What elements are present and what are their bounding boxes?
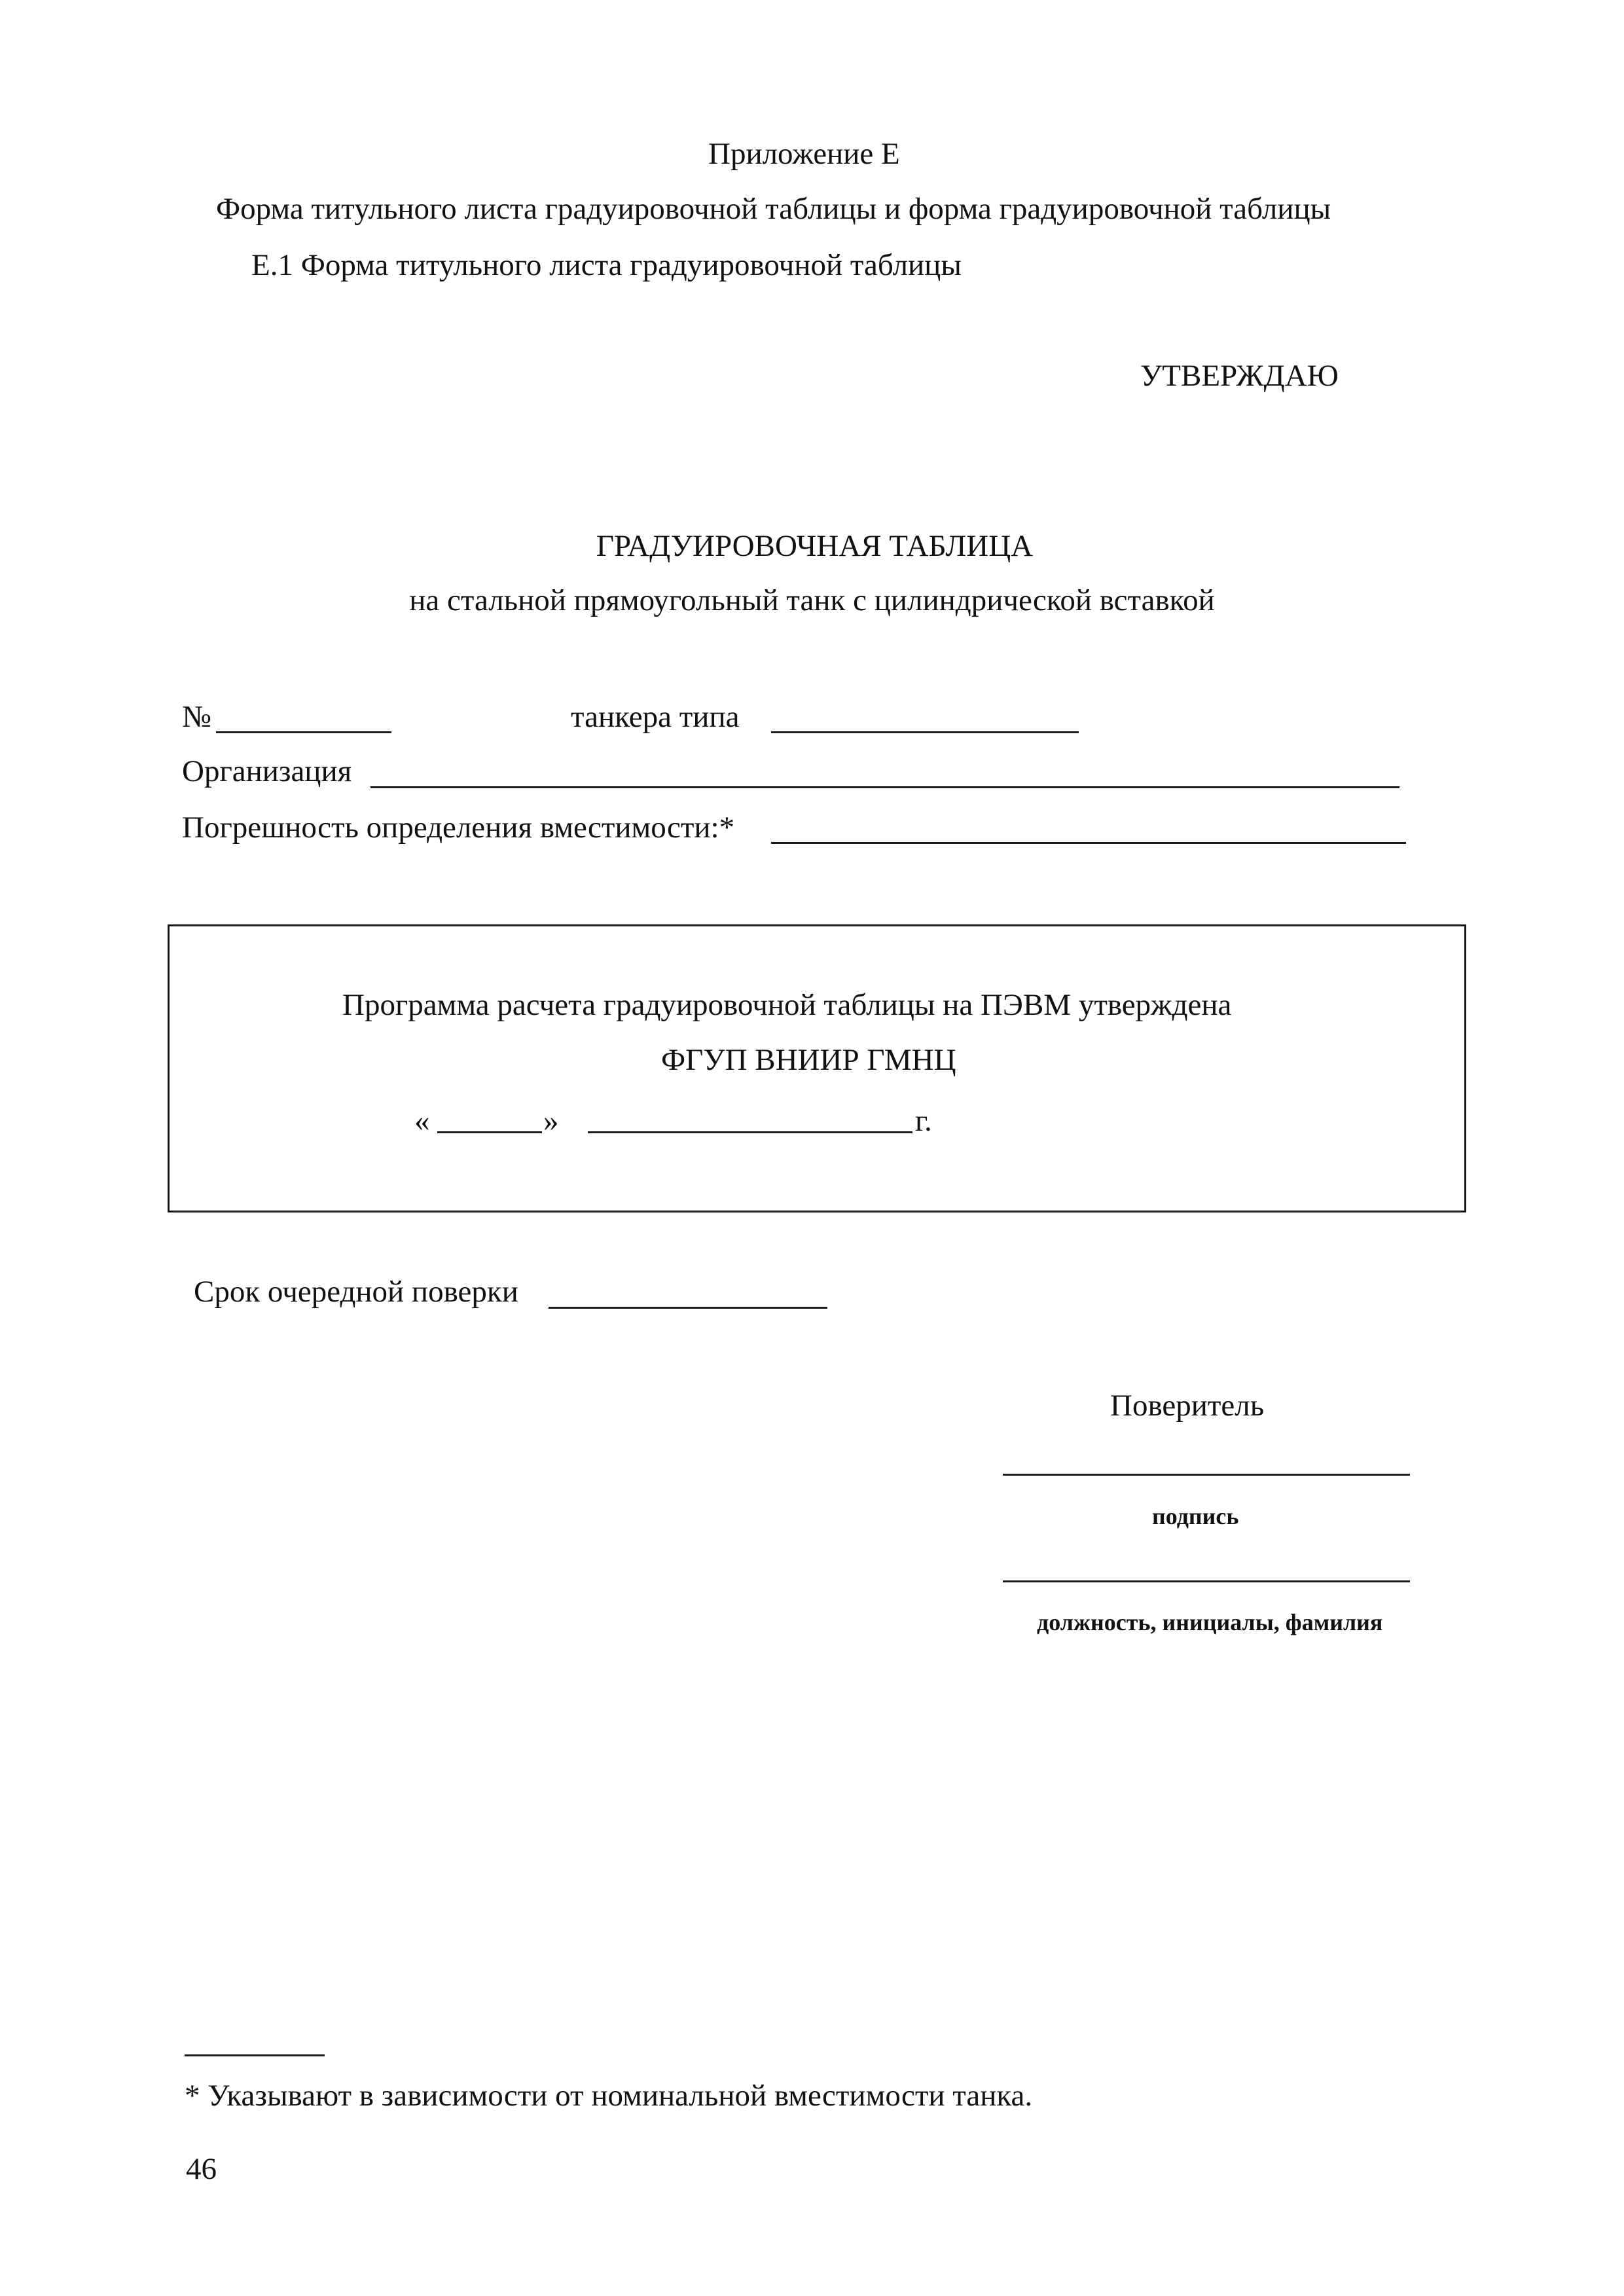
footnote-separator	[185, 2054, 325, 2056]
organization-field[interactable]	[370, 786, 1399, 788]
signature-field[interactable]	[1003, 1474, 1410, 1476]
verifier-title: Поверитель	[1110, 1389, 1265, 1423]
position-caption: должность, инициалы, фамилия	[1037, 1609, 1383, 1635]
doc-title: ГРАДУИРОВОЧНАЯ ТАБЛИЦА	[596, 529, 1034, 563]
tanker-type-field[interactable]	[771, 731, 1079, 733]
doc-subtitle: на стальной прямоугольный танк с цилиндрической вставкой	[409, 583, 1215, 617]
signature-caption: подпись	[1152, 1503, 1239, 1529]
year-suffix: г.	[915, 1104, 932, 1138]
tanker-type-label: танкера типа	[571, 700, 740, 734]
approve-label: УТВЕРЖДАЮ	[1140, 359, 1339, 393]
month-year-field[interactable]	[588, 1131, 912, 1133]
appendix-title: Приложение Е	[708, 137, 900, 171]
section-heading: Е.1 Форма титульного листа градуировочной таблицы	[251, 248, 962, 282]
next-verification-label: Срок очередной поверки	[194, 1275, 518, 1309]
program-line-1: Программа расчета градуировочной таблицы на ПЭВМ утверждена	[342, 988, 1232, 1022]
page-number: 46	[186, 2152, 217, 2186]
close-quote: »	[543, 1104, 559, 1138]
program-line-2: ФГУП ВНИИР ГМНЦ	[661, 1043, 956, 1077]
next-verification-field[interactable]	[549, 1307, 827, 1309]
day-field[interactable]	[437, 1131, 542, 1133]
open-quote: «	[414, 1104, 430, 1138]
organization-label: Организация	[182, 754, 352, 788]
footnote: * Указывают в зависимости от номинальной вместимости танка.	[185, 2079, 1033, 2113]
accuracy-label: Погрешность определения вместимости:*	[182, 811, 735, 845]
form-heading: Форма титульного листа градуировочной таблицы и форма градуировочной таблицы	[216, 192, 1331, 226]
number-label: №	[182, 700, 211, 734]
number-field[interactable]	[216, 731, 391, 733]
position-name-field[interactable]	[1003, 1580, 1410, 1582]
accuracy-field[interactable]	[771, 842, 1406, 844]
